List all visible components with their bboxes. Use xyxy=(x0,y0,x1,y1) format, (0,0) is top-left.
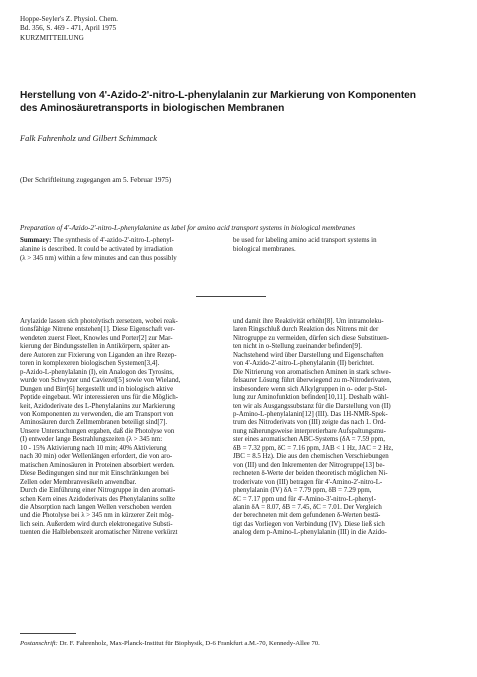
body-line: troderivate von (III) betragen für 4'-Amino-2'-nitro-L- xyxy=(233,478,383,486)
title-line: Herstellung von 4'-Azido-2'-nitro-L-phenylalanin zur Markierung von Komponenten xyxy=(20,90,416,101)
body-line: kierung der Bindungsstellen in Antikörpern, später an- xyxy=(20,343,171,351)
body-line: lung zur Aminofunktion befinden[10,11]. Deshalb wähl- xyxy=(233,394,389,402)
body-line: trum des Nitroderivats von (III) zeigte das nach 1. Ord- xyxy=(233,419,386,427)
body-line: insbesondere wenn sich Alkylgruppen in o- oder p-Stel- xyxy=(233,385,388,393)
body-line: Unsere Untersuchungen ergaben, daß die Photolyse von xyxy=(20,427,175,435)
body-line: von 4'-Azido-2'-nitro-L-phenylalanin (II) berichtet. xyxy=(233,360,375,368)
body-line: JBC = 8.5 Hz). Die aus den chemischen Verschiebungen xyxy=(233,453,389,461)
body-line: δC = 7.17 ppm und für 4'-Amino-3'-nitro-L-phenyl- xyxy=(233,495,377,503)
body-left-column xyxy=(20,318,180,538)
body-line: laren Ringschluß durch Reaktion des Nitrens mit der xyxy=(233,326,379,334)
body-line: dere Autoren zur Fixierung von Liganden an ihre Rezep- xyxy=(20,351,177,359)
article-title xyxy=(20,89,468,115)
body-line: wendeten zuerst Fleet, Knowles und Porter[2] zur Mar- xyxy=(20,334,173,342)
body-line: tuenten die Halblebenszeit aromatischer Nitrene verkürzt xyxy=(20,529,178,537)
body-line: Nitrogruppe zu vermeiden, dürfen sich diese Substituen- xyxy=(233,334,389,342)
summary-line-text: The synthesis of 4'-azido-2'-nitro-L-phenyl- xyxy=(51,237,174,244)
body-line: nung näherungsweise interpretierbare Aufspaltungsmu- xyxy=(233,427,386,435)
received-date: (Der Schriftleitung zugegangen am 5. Februar 1975) xyxy=(20,176,172,184)
body-line: die Absorption nach langen Wellen verschoben werden xyxy=(20,503,172,511)
body-line: Diese Bedingungen sind nur mit Einschränkungen bei xyxy=(20,470,169,478)
body-line: Zellen oder Membranvesikeln anwendbar. xyxy=(20,478,137,486)
title-line: des Aminosäuretransports in biologischen Membranen xyxy=(20,103,285,114)
body-line: Durch die Einführung einer Nitrogruppe in den aromati- xyxy=(20,487,176,495)
body-line: und die Photolyse bei λ > 345 nm in kürzerer Zeit mög- xyxy=(20,512,174,520)
authors: Falk Fahrenholz und Gilbert Schimmack xyxy=(20,134,157,143)
journal-header xyxy=(20,15,118,43)
body-line: tigt das Vorliegen von Verbindung (IV). Diese ließ sich xyxy=(233,520,385,528)
body-line: (I) entweder lange Bestrahlungszeiten (λ > 345 nm: xyxy=(20,436,163,444)
body-line: p-Azido-L-phenylalanin (I), ein Analogon des Tyrosins, xyxy=(20,368,174,376)
body-line: keit, Azidoderivate des L-Phenylalanins zur Markierung xyxy=(20,402,175,410)
body-line: lich sein. Außerdem wird durch elektronegative Substi- xyxy=(20,520,173,528)
summary-right-column xyxy=(233,237,377,255)
summary-line: (λ > 345 nm) within a few minutes and can thus possibly xyxy=(20,254,177,262)
body-line: alanin δA = 8.07, δB = 7.45, δC = 7.01. Der Vergleich xyxy=(233,503,382,511)
body-line: p-Amino-L-phenylalanin[12] (III). Das 1H-NMR-Spek- xyxy=(233,410,388,418)
summary-line xyxy=(20,237,177,246)
body-line: δB = 7.32 ppm, δC = 7.16 ppm, JAB < 1 Hz, JAC = 2 Hz, xyxy=(233,444,394,452)
body-line: schen Kern eines Azidoderivats des Phenylalanins sollte xyxy=(20,495,176,503)
body-line: Nachstehend wird über Darstellung und Eigenschaften xyxy=(233,351,384,359)
body-line: Dungen und Birr[6] hergestellt und in biologisch aktive xyxy=(20,385,174,393)
footnote xyxy=(20,640,320,647)
footnote-label: Postanschrift: xyxy=(20,640,58,647)
summary-line: biological membranes. xyxy=(233,245,296,253)
article-type: KURZMITTEILUNG xyxy=(20,33,84,42)
body-line: Arylazide lassen sich photolytisch zersetzen, wobei reak- xyxy=(20,318,178,325)
journal-volume: Bd. 356, S. 469 - 471, April 1975 xyxy=(20,24,117,33)
body-line: wurde von Schwyzer und Caviezel[5] sowie von Wieland, xyxy=(20,377,181,385)
body-line: nach 30 min) oder Wellenlängen erfordert, die von aro- xyxy=(20,453,173,461)
english-title: Preparation of 4'-Azido-2'-nitro-L-phenylalanine as label for amino acid transport systems in biological membranes xyxy=(20,224,356,232)
body-line: von (III) und den Inkrementen der Nitrogruppe[13] be- xyxy=(233,461,385,469)
summary-left-column xyxy=(20,237,177,263)
body-line: tionsfähige Nitrene entstehen[1]. Diese Eigenschaft ver- xyxy=(20,326,175,334)
body-line: phenylalanin (IV) δA = 7.79 ppm, δB = 7.29 ppm, xyxy=(233,487,372,495)
body-line: Die Nitrierung von aromatischen Aminen in stark schwe- xyxy=(233,368,391,376)
footnote-text: Dr. F. Fahrenholz, Max-Planck-Institut für Biophysik, D-6 Frankfurt a.M.-70, Kennedy-Allee 70. xyxy=(59,640,320,647)
body-line: 10 - 15% Aktivierung nach 10 min; 40% Aktivierung xyxy=(20,444,167,452)
body-line: und damit ihre Reaktivität erhöht[8]. Um intramoleku- xyxy=(233,318,384,325)
body-line: Peptide eingebaut. Wir interessieren uns für die Möglich- xyxy=(20,394,179,402)
body-line: ten nicht in o-Stellung zueinander befinden[9]. xyxy=(233,343,362,351)
body-right-column xyxy=(233,318,393,538)
footnote-divider xyxy=(20,633,76,634)
body-line: felsaurer Lösung führt überwiegend zu m-Nitroderivaten, xyxy=(233,377,392,385)
body-line: analog dem p-Amino-L-phenylalanin (III) in die Azido- xyxy=(233,529,387,537)
body-line: ster eines aromatischen ABC-Systems (δA = 7.59 ppm, xyxy=(233,436,386,444)
section-divider xyxy=(196,296,266,297)
journal-name: Hoppe-Seyler's Z. Physiol. Chem. xyxy=(20,15,118,23)
body-line: ten wir als Ausgangssubstanz für die Darstellung von (II) xyxy=(233,402,391,410)
body-line: rechneten δ-Werte der beiden theoretisch möglichen Ni- xyxy=(233,470,388,478)
body-line: der berechneten mit dem gefundenen δ-Werten bestä- xyxy=(233,512,381,520)
summary-label: Summary: xyxy=(20,237,52,244)
summary-line: be used for labeling amino acid transport systems in xyxy=(233,237,377,244)
body-line: von Komponenten zu verwenden, die am Transport von xyxy=(20,410,174,418)
body-line: Aminosäuren durch Zellmembranen beteiligt sind[7]. xyxy=(20,419,168,427)
summary-line: alanine is described. It could be activated by irradiation xyxy=(20,245,173,253)
body-line: toren in komplexeren biologischen Systemen[3,4]. xyxy=(20,360,160,368)
body-line: matischen Aminosäuren in Proteinen absorbiert werden. xyxy=(20,461,175,469)
